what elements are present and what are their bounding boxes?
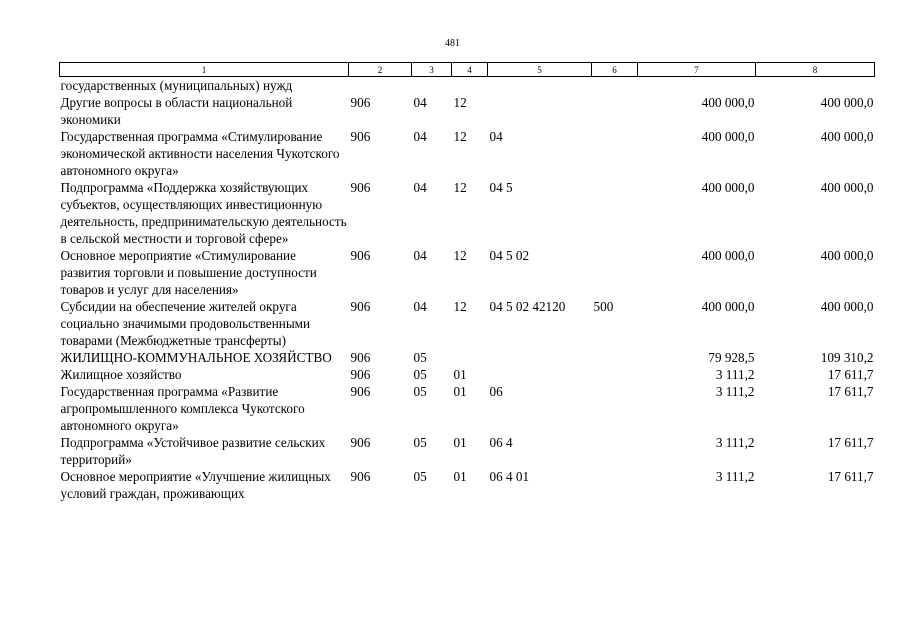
amount-year1-cell: 400 000,0 (701, 95, 755, 110)
section-code-cell: 05 (413, 350, 427, 365)
amount-year1-cell: 79 928,5 (708, 350, 755, 365)
table-row (60, 349, 875, 366)
row-name-cell: Государственная программа «Стимулирование экономической активности населения Чукотского автономного округа» (60, 129, 340, 178)
row-name-cell: государственных (муниципальных) нужд (60, 78, 293, 93)
section-code-cell: 04 (413, 299, 427, 314)
table-row (60, 247, 875, 298)
budget-table (59, 62, 875, 502)
amount-year2-cell: 400 000,0 (820, 180, 874, 195)
target-article-cell: 06 (489, 384, 503, 399)
expense-type-cell (592, 179, 638, 247)
amount-year2-cell: 17 611,7 (827, 384, 874, 399)
ved-code-cell: 906 (350, 435, 371, 450)
target-article-cell (488, 349, 592, 366)
ved-code-cell: 906 (350, 129, 371, 144)
subsection-code-cell: 12 (453, 299, 467, 314)
amount-year1-cell: 3 111,2 (715, 469, 755, 484)
section-code-cell: 05 (413, 435, 427, 450)
amount-year1-cell: 400 000,0 (701, 180, 755, 195)
expense-type-cell (592, 247, 638, 298)
section-code-cell: 04 (413, 129, 427, 144)
column-header: 4 (452, 63, 488, 77)
section-code-cell: 05 (413, 384, 427, 399)
expense-type-cell (592, 349, 638, 366)
column-header: 2 (349, 63, 412, 77)
target-article-cell: 06 4 (489, 435, 513, 450)
header-row (60, 63, 875, 77)
section-code-cell: 04 (413, 95, 427, 110)
subsection-code-cell: 01 (453, 469, 467, 484)
column-header: 7 (638, 63, 756, 77)
amount-year2-cell: 17 611,7 (827, 367, 874, 382)
subsection-code-cell: 01 (453, 367, 467, 382)
row-name-cell: Субсидии на обеспечение жителей округа социально значимыми продовольственными товарами (Межбюджетные трансферты) (60, 299, 311, 348)
table-row (60, 434, 875, 468)
target-article-cell (488, 366, 592, 383)
target-article-cell: 04 (489, 129, 503, 144)
amount-year1-cell: 3 111,2 (715, 435, 755, 450)
column-header: 1 (60, 63, 349, 77)
ved-code-cell: 906 (350, 469, 371, 484)
ved-code-cell: 906 (350, 367, 371, 382)
expense-type-cell (592, 434, 638, 468)
ved-code-cell: 906 (350, 299, 371, 314)
amount-year2-cell: 17 611,7 (827, 435, 874, 450)
row-name-cell: Жилищное хозяйство (60, 367, 182, 382)
ved-code-cell (349, 77, 412, 95)
section-code-cell: 04 (413, 248, 427, 263)
amount-year1-cell: 3 111,2 (715, 384, 755, 399)
row-name-cell: Подпрограмма «Поддержка хозяйствующих субъектов, осуществляющих инвестиционную деятельность, предпринимательскую деятельность в сельской местности и торговой сфере» (60, 180, 347, 246)
target-article-cell: 06 4 01 (489, 469, 530, 484)
table-row (60, 179, 875, 247)
amount-year2-cell: 109 310,2 (820, 350, 874, 365)
table-row (60, 94, 875, 128)
column-header: 6 (592, 63, 638, 77)
amount-year2-cell: 400 000,0 (820, 299, 874, 314)
row-name-cell: Подпрограмма «Устойчивое развитие сельских территорий» (60, 435, 326, 467)
amount-year2-cell (756, 77, 875, 95)
amount-year1-cell: 400 000,0 (701, 248, 755, 263)
table-row (60, 298, 875, 349)
amount-year1-cell (638, 77, 756, 95)
page-number: 481 (445, 38, 460, 49)
column-header: 5 (488, 63, 592, 77)
amount-year1-cell: 3 111,2 (715, 367, 755, 382)
row-name-cell: Другие вопросы в области национальной экономики (60, 95, 293, 127)
row-name-cell: ЖИЛИЩНО-КОММУНАЛЬНОЕ ХОЗЯЙСТВО (60, 350, 332, 365)
target-article-cell: 04 5 02 (489, 248, 530, 263)
ved-code-cell: 906 (350, 95, 371, 110)
amount-year2-cell: 17 611,7 (827, 469, 874, 484)
row-name-cell: Основное мероприятие «Улучшение жилищных условий граждан, проживающих (60, 469, 331, 501)
expense-type-cell (592, 383, 638, 434)
amount-year1-cell: 400 000,0 (701, 129, 755, 144)
subsection-code-cell: 01 (453, 435, 467, 450)
ved-code-cell: 906 (350, 384, 371, 399)
target-article-cell (488, 94, 592, 128)
ved-code-cell: 906 (350, 350, 371, 365)
target-article-cell: 04 5 (489, 180, 513, 195)
subsection-code-cell: 12 (453, 180, 467, 195)
table-row (60, 468, 875, 502)
expense-type-cell (592, 77, 638, 95)
expense-type-cell (592, 468, 638, 502)
ved-code-cell: 906 (350, 180, 371, 195)
amount-year2-cell: 400 000,0 (820, 129, 874, 144)
expense-type-cell (592, 366, 638, 383)
row-name-cell: Государственная программа «Развитие агропромышленного комплекса Чукотского автономного округа» (60, 384, 305, 433)
subsection-code-cell: 12 (453, 95, 467, 110)
section-code-cell: 05 (413, 469, 427, 484)
column-header: 8 (756, 63, 875, 77)
table-row (60, 77, 875, 95)
expense-type-cell (592, 94, 638, 128)
subsection-code-cell (452, 349, 488, 366)
column-header: 3 (412, 63, 452, 77)
subsection-code-cell: 12 (453, 248, 467, 263)
subsection-code-cell: 12 (453, 129, 467, 144)
amount-year2-cell: 400 000,0 (820, 248, 874, 263)
row-name-cell: Основное мероприятие «Стимулирование развития торговли и повышение доступности товаров и услуг для населения» (60, 248, 317, 297)
amount-year2-cell: 400 000,0 (820, 95, 874, 110)
section-code-cell: 04 (413, 180, 427, 195)
table-row (60, 366, 875, 383)
table-row (60, 128, 875, 179)
amount-year1-cell: 400 000,0 (701, 299, 755, 314)
subsection-code-cell (452, 77, 488, 95)
section-code-cell (412, 77, 452, 95)
ved-code-cell: 906 (350, 248, 371, 263)
target-article-cell (488, 77, 592, 95)
expense-type-cell: 500 (593, 299, 614, 314)
section-code-cell: 05 (413, 367, 427, 382)
expense-type-cell (592, 128, 638, 179)
target-article-cell: 04 5 02 42120 (489, 299, 566, 314)
subsection-code-cell: 01 (453, 384, 467, 399)
table-row (60, 383, 875, 434)
